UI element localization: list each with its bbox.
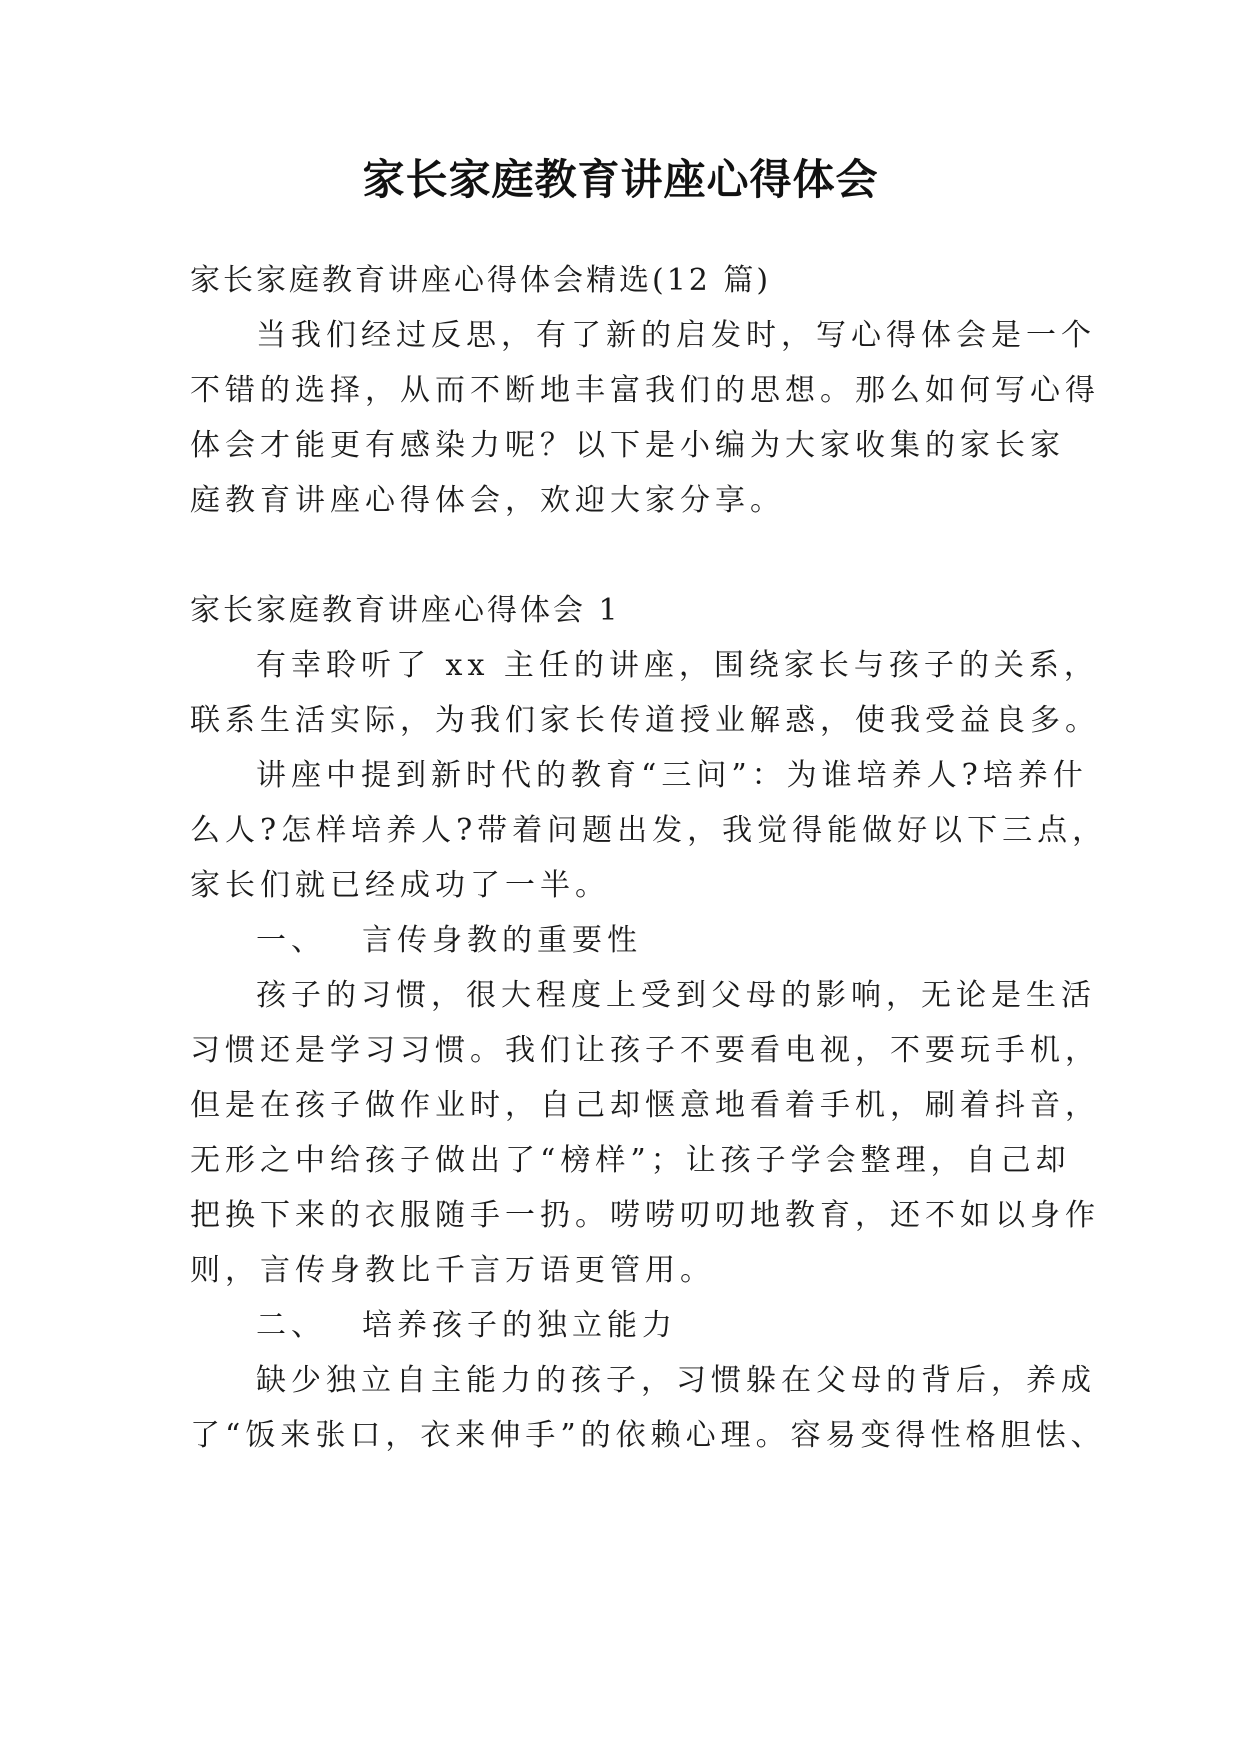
- intro-line-4: 庭教育讲座心得体会，欢迎大家分享。: [190, 483, 785, 518]
- para-2-line-3: 家长们就已经成功了一半。: [190, 868, 610, 903]
- article-1-heading: 家长家庭教育讲座心得体会 1: [190, 593, 621, 628]
- intro-line-3: 体会才能更有感染力呢？以下是小编为大家收集的家长家: [190, 428, 1065, 463]
- para-1-line-2: 联系生活实际，为我们家长传道授业解惑，使我受益良多。: [190, 703, 1100, 738]
- para-3-line-4: 无形之中给孩子做出了“榜样”；让孩子学会整理，自己却: [190, 1143, 1071, 1178]
- para-4-line-1: 缺少独立自主能力的孩子，习惯躲在父母的背后，养成: [256, 1363, 1096, 1398]
- intro-line-1: 当我们经过反思，有了新的启发时，写心得体会是一个: [256, 318, 1096, 353]
- page-title: 家长家庭教育讲座心得体会: [362, 155, 879, 204]
- section-1-heading: [256, 916, 1136, 966]
- para-2-line-2: 么人?怎样培养人?带着问题出发，我觉得能做好以下三点，: [190, 813, 1108, 848]
- para-3-line-5: 把换下来的衣服随手一扔。唠唠叨叨地教育，还不如以身作: [190, 1198, 1100, 1233]
- section-2-heading: [256, 1301, 1136, 1351]
- para-3-line-3: 但是在孩子做作业时，自己却惬意地看着手机，刷着抖音，: [190, 1088, 1100, 1123]
- intro-line-2: 不错的选择，从而不断地丰富我们的思想。那么如何写心得: [190, 373, 1100, 408]
- section-1-title: 言传身教的重要性: [362, 923, 642, 958]
- section-1-number: 一、: [256, 923, 326, 958]
- para-4-line-2: 了“饭来张口，衣来伸手”的依赖心理。容易变得性格胆怯、: [190, 1418, 1106, 1453]
- section-2-number: 二、: [256, 1308, 326, 1343]
- para-3-line-2: 习惯还是学习习惯。我们让孩子不要看电视，不要玩手机，: [190, 1033, 1100, 1068]
- section-2-title: 培养孩子的独立能力: [362, 1308, 677, 1343]
- collection-subtitle: 家长家庭教育讲座心得体会精选(12 篇): [190, 263, 772, 298]
- para-2-line-1: 讲座中提到新时代的教育“三问”：为谁培养人?培养什: [256, 758, 1088, 793]
- para-1-line-1: 有幸聆听了 xx 主任的讲座，围绕家长与孩子的关系，: [256, 648, 1099, 683]
- para-3-line-1: 孩子的习惯，很大程度上受到父母的影响，无论是生活: [256, 978, 1096, 1013]
- para-3-line-6: 则，言传身教比千言万语更管用。: [190, 1253, 715, 1288]
